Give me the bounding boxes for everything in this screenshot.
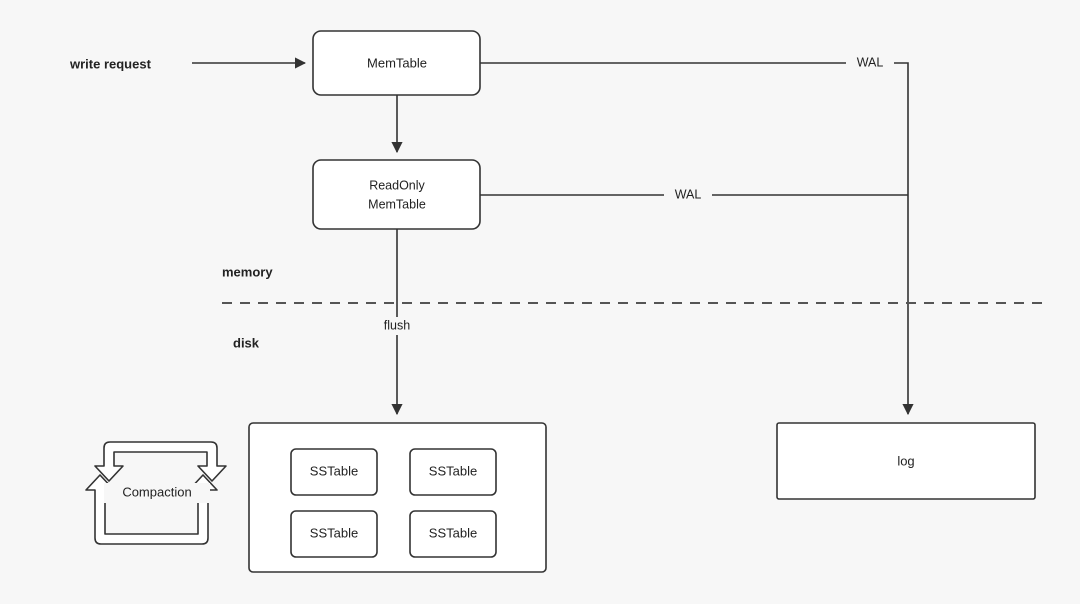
label-wal-top: WAL bbox=[856, 55, 884, 70]
label-wal-middle: WAL bbox=[674, 187, 702, 202]
node-readonly-memtable bbox=[313, 160, 480, 229]
node-label-log: log bbox=[897, 453, 915, 469]
node-label-readonly-line1: ReadOnly bbox=[369, 178, 425, 193]
sstable-container bbox=[249, 423, 546, 572]
node-label-readonly-line2: MemTable bbox=[368, 197, 426, 212]
label-write-request: write request bbox=[70, 56, 151, 72]
label-memory: memory bbox=[222, 264, 273, 280]
node-label-sstable-2: SSTable bbox=[428, 463, 478, 479]
label-flush: flush bbox=[383, 318, 411, 333]
label-disk: disk bbox=[233, 335, 260, 351]
node-label-sstable-4: SSTable bbox=[428, 525, 478, 541]
node-label-sstable-1: SSTable bbox=[309, 463, 359, 479]
node-label-memtable: MemTable bbox=[367, 55, 427, 71]
edge-memtable-wal bbox=[480, 54, 908, 414]
node-label-compaction: Compaction bbox=[122, 484, 192, 500]
node-label-sstable-3: SSTable bbox=[309, 525, 359, 541]
